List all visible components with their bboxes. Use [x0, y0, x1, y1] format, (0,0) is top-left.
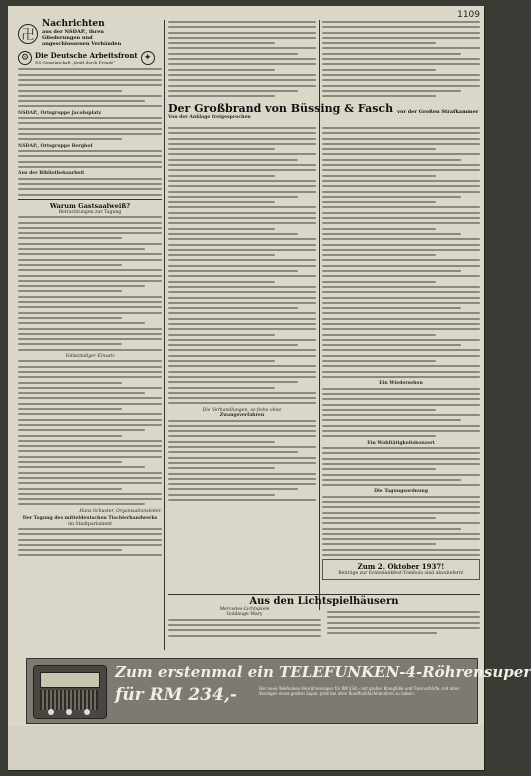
text-block: [322, 21, 480, 97]
announcement-text: Beiträge zur Erntedankfest-Tombola sind abzuliefern!: [338, 571, 464, 577]
subheading: im Stadtparlament: [68, 521, 112, 527]
daf-title: Die Deutsche Arbeitsfront: [35, 51, 138, 60]
telefunken-advertisement: [26, 658, 531, 724]
column-rule: [164, 20, 165, 650]
text-block: [18, 360, 162, 505]
daf-emblem-icon: ⚙: [18, 51, 32, 65]
notice-heading: NSDAP., Ortsgruppe Jacobsplatz: [18, 110, 102, 116]
text-block: [18, 150, 162, 168]
text-block: [18, 68, 162, 107]
cinema-heading: Aus den Lichtspielhäusern: [249, 596, 399, 607]
kdf-emblem-icon: ✦: [141, 51, 155, 65]
subheading: Vollständiger Einsatz: [65, 353, 115, 359]
newspaper-page: [8, 6, 531, 770]
subheading: Zwangsverfahren: [219, 413, 265, 419]
text-block: [18, 178, 162, 196]
daf-subtitle: NS-Gemeinschaft „Kraft durch Freude“: [35, 60, 116, 65]
cinema-subheading: Mercedes-Lichtspiele: [219, 607, 270, 612]
text-block: [168, 619, 321, 637]
subheading: Die Tagungsordnung: [374, 489, 428, 495]
headline-side: vor der Großen Strafkammer: [397, 109, 479, 115]
column-1: [18, 20, 162, 640]
text-block: [322, 388, 480, 438]
text-block: [168, 21, 316, 97]
nachrichten-sub: Gliederungen und: [42, 35, 93, 41]
notice-heading: Ein Wiedersehen: [379, 381, 423, 387]
text-block: [327, 611, 480, 634]
cinema-section: [168, 594, 480, 640]
ad-headline: Zum erstenmal ein TELEFUNKEN-4-Röhrensuper: [115, 663, 531, 681]
nachrichten-sub: aus der NSDAP., ihren: [42, 29, 105, 35]
text-block: [168, 420, 316, 501]
daf-header: [18, 51, 162, 65]
announcement-box: [322, 559, 480, 579]
column-3-top: [322, 20, 480, 108]
headline-subtitle: Von der Anklage freigesprochen: [168, 115, 251, 120]
announcement-title: Zum 2. Oktober 1937!: [357, 562, 445, 572]
nsdap-header: [18, 20, 162, 47]
text-block: [18, 117, 162, 140]
radio-illustration-icon: [33, 665, 107, 719]
text-block: [322, 496, 480, 556]
text-block: [18, 528, 162, 556]
page-number: 1109: [457, 10, 480, 20]
nachrichten-sub: angeschlossenen Verbänden: [42, 41, 122, 47]
text-block: [322, 127, 480, 378]
text-block: [168, 127, 316, 404]
text-block: [322, 447, 480, 486]
subheading: Die Verhandlungen, so feine ohne: [202, 407, 282, 413]
ad-description: Der neue Telefunken-Vierröhrensuper für RM 234,– mit großer Klangfülle und Trennschärfe, mit allen Vorzügen eines großen Super. Jetzt bei allen Rundfunkfachhändlern zu haben.: [259, 686, 460, 696]
cinema-film: Goldauge Mary: [226, 612, 263, 618]
text-block: [18, 216, 162, 350]
big-headline-block: [168, 102, 480, 120]
nachrichten-title: Nachrichten: [42, 19, 105, 29]
notice-heading: Ein Wohltätigkeitskonzert: [367, 440, 435, 446]
ad-price: für RM 234,-: [115, 685, 237, 705]
signature: Hans Schuster, Organisationsleiter.: [79, 508, 162, 514]
headline-grossbrand: Der Großbrand von Büssing & Fasch: [168, 102, 394, 115]
section-subheading: Betrachtungen zur Tagung: [58, 209, 122, 215]
section-heading: Warum Gastsaalweiß?: [49, 201, 131, 210]
bottom-margin: [8, 726, 484, 770]
swastika-emblem-icon: 卍: [18, 24, 38, 44]
notice-heading: Aus der Bibliotheksarbeit: [18, 171, 85, 177]
column-2-article: [168, 126, 316, 506]
notice-heading: NSDAP., Ortsgruppe Berghof: [18, 143, 93, 149]
column-3-article: [322, 126, 480, 596]
subheading: Der Tagung des mitteldeutschen Tischlerhandwerks: [22, 516, 158, 522]
